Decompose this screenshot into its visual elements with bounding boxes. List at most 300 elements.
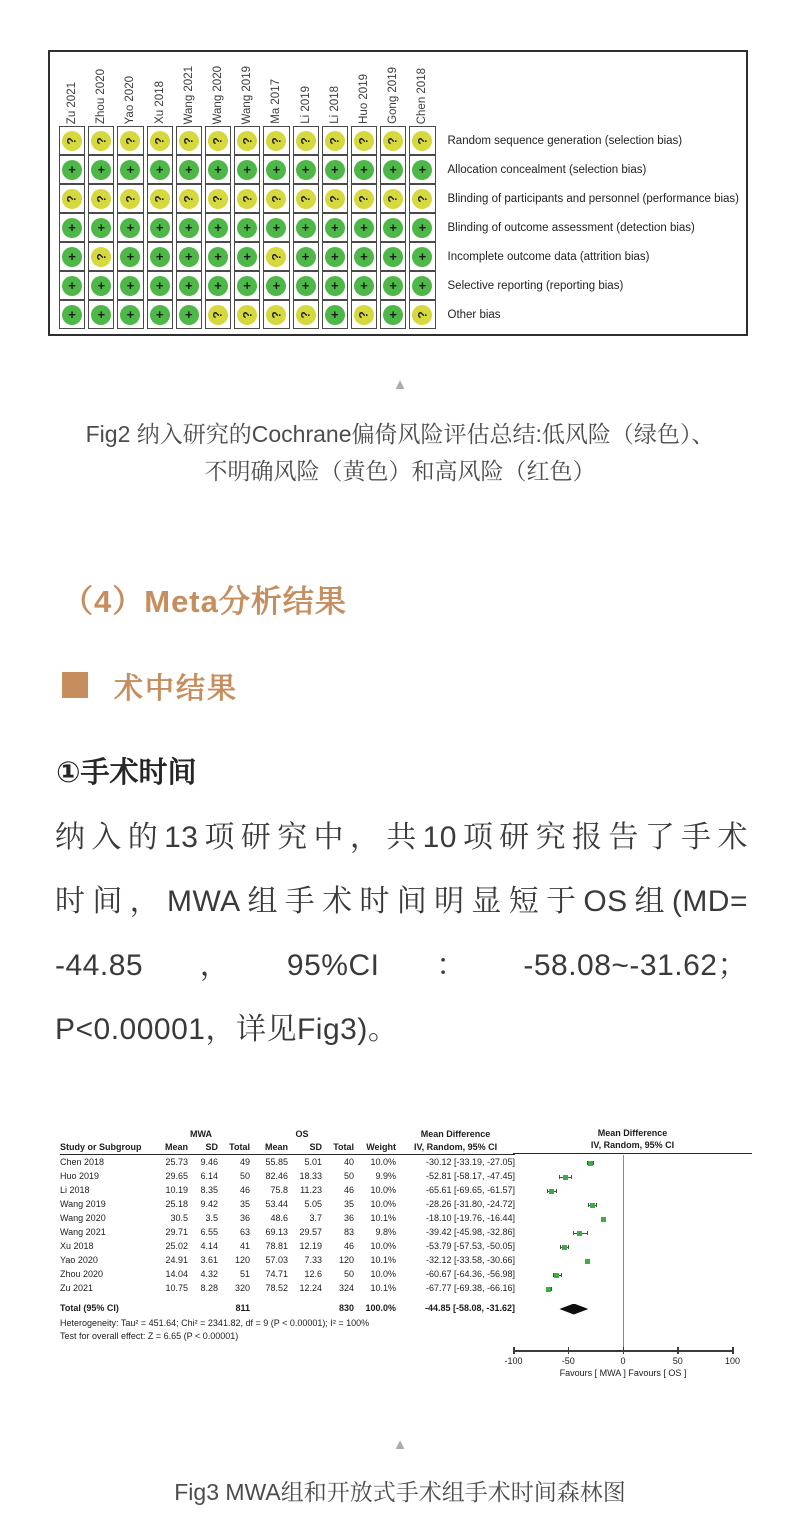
rob-row-label: Blinding of participants and personnel (performance bias)	[447, 192, 739, 205]
rob-cell	[147, 300, 173, 329]
column-header: Weight	[354, 1140, 396, 1155]
os-mean: 55.85	[265, 1157, 289, 1167]
rob-cell	[59, 300, 85, 329]
low-risk-icon: +	[208, 218, 228, 238]
column-header: Mean	[152, 1140, 188, 1155]
forest-study-row	[60, 1267, 515, 1281]
rob-cell	[234, 271, 260, 300]
effect-square-marker	[601, 1217, 606, 1222]
rob-cell	[380, 155, 406, 184]
unclear-risk-icon	[412, 305, 432, 325]
forest-study-row	[60, 1239, 515, 1253]
rob-cell	[117, 126, 143, 155]
rob-study-header	[117, 54, 143, 126]
column-header: SD	[188, 1140, 218, 1155]
rob-study-header	[322, 54, 348, 126]
rob-study-label: Gong 2019	[387, 67, 400, 124]
mwa-total: 50	[240, 1171, 251, 1181]
mwa-sd: 6.14	[200, 1171, 218, 1181]
effect-square-marker	[546, 1287, 551, 1292]
x-axis-tick	[732, 1347, 734, 1354]
unclear-risk-icon	[354, 305, 374, 325]
rob-study-label: Wang 2019	[241, 65, 254, 124]
forest-study-row	[60, 1225, 515, 1239]
low-risk-icon: +	[266, 218, 286, 238]
unclear-symbol: ?	[298, 310, 313, 319]
low-risk-icon: +	[179, 218, 199, 238]
effect-square-marker	[590, 1203, 595, 1208]
rob-cell	[234, 213, 260, 242]
os-mean: 74.71	[265, 1269, 289, 1279]
rob-study-label: Wang 2020	[212, 65, 225, 124]
rob-cell	[409, 155, 435, 184]
unclear-risk-icon	[296, 305, 316, 325]
os-mean: 78.52	[265, 1283, 289, 1293]
study-name: Chen 2018	[60, 1157, 105, 1167]
rob-cell	[293, 242, 319, 271]
ci-whisker-cap	[573, 1231, 574, 1235]
low-risk-icon: +	[296, 218, 316, 238]
x-axis-tick	[568, 1347, 570, 1354]
unclear-risk-icon	[296, 131, 316, 151]
rob-cell	[409, 300, 435, 329]
weight: 9.9%	[375, 1171, 397, 1181]
low-risk-icon: +	[354, 276, 374, 296]
total-ci: -44.85 [-58.08, -31.62]	[424, 1303, 516, 1313]
rob-study-label: Chen 2018	[416, 67, 429, 124]
x-axis-tick-label: 50	[672, 1356, 683, 1366]
unclear-symbol: ?	[269, 136, 284, 145]
rob-cell	[380, 300, 406, 329]
rob-study-header	[205, 54, 231, 126]
rob-cell	[147, 184, 173, 213]
rob-cell	[205, 155, 231, 184]
low-risk-icon: +	[62, 276, 82, 296]
rob-cell	[263, 271, 289, 300]
unclear-risk-icon	[237, 189, 257, 209]
rob-cell	[59, 184, 85, 213]
rob-cell	[88, 184, 114, 213]
rob-cell	[293, 155, 319, 184]
column-header: Total	[218, 1140, 250, 1155]
item-heading-operation-time: ①手术时间	[56, 757, 197, 789]
rob-row	[59, 184, 739, 213]
rob-cell	[351, 184, 377, 213]
mwa-sd: 3.61	[200, 1255, 218, 1265]
x-axis-tick-label: -100	[504, 1356, 523, 1366]
rob-cell	[322, 213, 348, 242]
rob-cell	[88, 155, 114, 184]
low-risk-icon: +	[179, 160, 199, 180]
rob-row	[59, 242, 739, 271]
unclear-risk-icon	[325, 131, 345, 151]
rob-cell	[147, 126, 173, 155]
weight: 10.0%	[370, 1199, 397, 1209]
rob-cell	[234, 155, 260, 184]
rob-cell	[351, 155, 377, 184]
low-risk-icon: +	[208, 247, 228, 267]
rob-study-header	[263, 54, 289, 126]
os-sd: 12.6	[304, 1269, 323, 1279]
weight: 10.0%	[370, 1185, 397, 1195]
rob-cell	[380, 242, 406, 271]
rob-study-label: Wang 2021	[182, 65, 195, 124]
unclear-symbol: ?	[240, 136, 255, 145]
rob-cell	[88, 126, 114, 155]
rob-cell	[234, 126, 260, 155]
unclear-symbol: ?	[240, 194, 255, 203]
rob-row	[59, 126, 739, 155]
heterogeneity-text: Heterogeneity: Tau² = 451.64; Chi² = 2341.82, df = 9 (P < 0.00001); I² = 100%	[60, 1318, 370, 1328]
ci-text: -53.79 [-57.53, -50.05]	[425, 1241, 516, 1251]
ci-whisker-cap	[556, 1189, 557, 1193]
rob-cell	[351, 300, 377, 329]
rob-cell	[117, 271, 143, 300]
rob-cell	[293, 300, 319, 329]
low-risk-icon: +	[383, 247, 403, 267]
fig2-risk-of-bias-figure	[48, 50, 748, 336]
unclear-symbol: ?	[211, 194, 226, 203]
rob-study-label: Zu 2021	[66, 81, 79, 124]
rob-cell	[322, 242, 348, 271]
low-risk-icon: +	[266, 160, 286, 180]
study-name: Wang 2020	[60, 1213, 106, 1223]
low-risk-icon: +	[179, 276, 199, 296]
low-risk-icon: +	[91, 276, 111, 296]
rob-cell	[176, 213, 202, 242]
low-risk-icon: +	[296, 247, 316, 267]
study-name: Wang 2021	[60, 1227, 106, 1237]
low-risk-icon: +	[208, 160, 228, 180]
weight: 10.1%	[370, 1213, 397, 1223]
fig2-caption-line2: 不明确风险（黄色）和高风险（红色）	[204, 458, 596, 484]
os-total: 50	[344, 1171, 355, 1181]
fig3-forest-plot	[60, 1128, 752, 1396]
low-risk-icon: +	[150, 160, 170, 180]
rob-cell	[234, 242, 260, 271]
low-risk-icon: +	[325, 247, 345, 267]
unclear-risk-icon	[237, 131, 257, 151]
low-risk-icon: +	[91, 305, 111, 325]
group-header-mwa: MWA	[190, 1129, 212, 1139]
low-risk-icon: +	[120, 160, 140, 180]
os-mean: 69.13	[265, 1227, 289, 1237]
rob-cell	[147, 271, 173, 300]
rob-cell	[176, 300, 202, 329]
unclear-risk-icon	[354, 189, 374, 209]
mwa-total: 320	[234, 1283, 251, 1293]
rob-cell	[322, 126, 348, 155]
rob-cell	[59, 155, 85, 184]
ci-text: -65.61 [-69.65, -61.57]	[425, 1185, 516, 1195]
rob-label-spacer	[439, 54, 740, 126]
collapse-triangle-icon: ▲	[392, 1436, 408, 1453]
mwa-sd: 6.55	[200, 1227, 218, 1237]
os-total: 324	[339, 1283, 355, 1293]
rob-cell	[176, 184, 202, 213]
rob-cell	[176, 242, 202, 271]
os-mean: 82.46	[265, 1171, 289, 1181]
rob-cell	[380, 126, 406, 155]
forest-total-row	[60, 1301, 515, 1315]
rob-cell	[88, 300, 114, 329]
rob-cell	[59, 213, 85, 242]
column-header: Total	[322, 1140, 354, 1155]
os-mean: 57.03	[265, 1255, 289, 1265]
unclear-risk-icon	[383, 189, 403, 209]
mwa-sd: 9.46	[200, 1157, 218, 1167]
rob-cell	[351, 242, 377, 271]
rob-cell	[263, 155, 289, 184]
rob-cell	[234, 184, 260, 213]
unclear-symbol: ?	[181, 136, 196, 145]
low-risk-icon: +	[150, 305, 170, 325]
unclear-symbol: ?	[356, 136, 371, 145]
low-risk-icon: +	[325, 218, 345, 238]
group-header-os: OS	[295, 1129, 309, 1139]
ci-whisker-cap	[596, 1203, 597, 1207]
fig3-caption: Fig3 MWA组和开放式手术组手术时间森林图	[174, 1479, 626, 1505]
os-sd: 18.33	[299, 1171, 323, 1181]
rob-study-header	[293, 54, 319, 126]
rob-row-label: Allocation concealment (selection bias)	[447, 163, 647, 176]
rob-study-label: Li 2018	[328, 86, 341, 124]
low-risk-icon: +	[150, 247, 170, 267]
unclear-risk-icon	[383, 131, 403, 151]
low-risk-icon: +	[412, 218, 432, 238]
unclear-symbol: ?	[356, 310, 371, 319]
low-risk-icon: +	[325, 305, 345, 325]
unclear-symbol: ?	[386, 136, 401, 145]
effect-square-marker	[563, 1175, 568, 1180]
unclear-risk-icon	[266, 305, 286, 325]
plot-header-line2: IV, Random, 95% CI	[590, 1140, 675, 1150]
os-mean: 48.6	[270, 1213, 289, 1223]
unclear-risk-icon	[412, 131, 432, 151]
study-name: Zhou 2020	[60, 1269, 104, 1279]
rob-cell	[117, 184, 143, 213]
effect-square-marker	[562, 1245, 567, 1250]
unclear-risk-icon	[179, 131, 199, 151]
low-risk-icon: +	[150, 218, 170, 238]
unclear-symbol: ?	[269, 310, 284, 319]
low-risk-icon: +	[383, 305, 403, 325]
forest-study-row	[60, 1197, 515, 1211]
rob-row-label: Other bias	[447, 308, 501, 321]
unclear-risk-icon	[208, 189, 228, 209]
unclear-risk-icon	[237, 305, 257, 325]
unclear-risk-icon	[266, 189, 286, 209]
os-sd: 3.7	[309, 1213, 323, 1223]
low-risk-icon: +	[266, 276, 286, 296]
low-risk-icon: +	[412, 247, 432, 267]
mwa-mean: 29.65	[165, 1171, 188, 1181]
rob-study-label: Yao 2020	[124, 75, 137, 124]
mwa-mean: 30.5	[170, 1213, 188, 1223]
rob-cell	[88, 271, 114, 300]
weight: 10.0%	[370, 1241, 397, 1251]
rob-study-header	[59, 54, 85, 126]
low-risk-icon: +	[208, 276, 228, 296]
low-risk-icon: +	[296, 276, 316, 296]
mwa-total: 120	[234, 1255, 251, 1265]
rob-cell	[293, 213, 319, 242]
low-risk-icon: +	[354, 247, 374, 267]
rob-cell	[322, 155, 348, 184]
rob-row	[59, 213, 739, 242]
rob-study-label: Huo 2019	[357, 74, 370, 124]
os-sd: 11.23	[300, 1185, 323, 1195]
low-risk-icon: +	[296, 160, 316, 180]
rob-study-header	[88, 54, 114, 126]
x-axis-tick-label: 100	[724, 1356, 741, 1366]
rob-row-label: Blinding of outcome assessment (detection bias)	[447, 221, 695, 234]
ci-text: -28.26 [-31.80, -24.72]	[425, 1199, 516, 1209]
os-total: 46	[344, 1185, 355, 1195]
unclear-symbol: ?	[65, 136, 80, 145]
x-axis-tick-label: -50	[561, 1356, 575, 1366]
low-risk-icon: +	[383, 218, 403, 238]
rob-cell	[147, 155, 173, 184]
rob-row	[59, 271, 739, 300]
low-risk-icon: +	[120, 276, 140, 296]
rob-cell	[88, 242, 114, 271]
study-name: Zu 2021	[60, 1283, 94, 1293]
total-weight: 100.0%	[365, 1303, 397, 1313]
column-header: Study or Subgroup	[60, 1140, 152, 1155]
rob-cell	[351, 271, 377, 300]
ci-whisker-cap	[571, 1175, 572, 1179]
mwa-sd: 8.35	[200, 1185, 218, 1195]
mwa-mean: 24.91	[165, 1255, 188, 1265]
rob-cell	[322, 300, 348, 329]
low-risk-icon: +	[237, 160, 257, 180]
ci-whisker-cap	[559, 1175, 560, 1179]
square-bullet-icon	[62, 672, 88, 698]
weight: 9.8%	[375, 1227, 397, 1237]
rob-cell	[88, 213, 114, 242]
ci-whisker-cap	[561, 1273, 562, 1277]
rob-study-header	[380, 54, 406, 126]
unclear-symbol: ?	[94, 252, 109, 261]
rob-cell	[117, 155, 143, 184]
os-sd: 12.24	[299, 1283, 323, 1293]
ci-text: -52.81 [-58.17, -47.45]	[425, 1171, 516, 1181]
low-risk-icon: +	[62, 218, 82, 238]
rob-cell	[409, 126, 435, 155]
rob-cell	[322, 271, 348, 300]
rob-cell	[263, 184, 289, 213]
os-total: 46	[344, 1241, 355, 1251]
mwa-sd: 4.14	[200, 1241, 218, 1251]
unclear-risk-icon	[120, 131, 140, 151]
mwa-total: 36	[240, 1213, 251, 1223]
os-sd: 5.01	[304, 1157, 323, 1167]
os-total: 35	[344, 1199, 355, 1209]
effect-square-marker	[577, 1231, 582, 1236]
low-risk-icon: +	[91, 160, 111, 180]
zero-reference-line	[623, 1155, 624, 1350]
rob-cell	[205, 300, 231, 329]
rob-cell	[380, 213, 406, 242]
mwa-mean: 29.71	[165, 1227, 188, 1237]
rob-cell	[409, 271, 435, 300]
rob-cell	[409, 184, 435, 213]
rob-cell	[351, 213, 377, 242]
study-name: Li 2018	[60, 1185, 90, 1195]
unclear-risk-icon	[150, 131, 170, 151]
mwa-total: 51	[240, 1269, 251, 1279]
mwa-mean: 10.19	[165, 1185, 188, 1195]
body-paragraph	[55, 806, 748, 1062]
body-line: P<0.00001，详见Fig3)。	[55, 1013, 399, 1046]
rob-cell	[263, 300, 289, 329]
rob-cell	[409, 242, 435, 271]
unclear-risk-icon	[62, 131, 82, 151]
unclear-symbol: ?	[356, 194, 371, 203]
unclear-symbol: ?	[327, 194, 342, 203]
unclear-risk-icon	[91, 247, 111, 267]
rob-cell	[205, 271, 231, 300]
rob-cell	[205, 126, 231, 155]
weight: 10.1%	[370, 1255, 397, 1265]
unclear-symbol: ?	[181, 194, 196, 203]
mwa-total: 49	[240, 1157, 251, 1167]
unclear-risk-icon	[91, 131, 111, 151]
x-axis-tick-label: 0	[620, 1356, 626, 1366]
rob-cell	[205, 213, 231, 242]
rob-cell	[293, 271, 319, 300]
low-risk-icon: +	[237, 247, 257, 267]
rob-cell	[176, 155, 202, 184]
unclear-risk-icon	[325, 189, 345, 209]
mwa-total: 35	[240, 1199, 251, 1209]
unclear-symbol: ?	[298, 136, 313, 145]
total-os: 830	[339, 1303, 355, 1313]
low-risk-icon: +	[354, 160, 374, 180]
rob-grid	[56, 54, 742, 329]
low-risk-icon: +	[354, 218, 374, 238]
low-risk-icon: +	[120, 218, 140, 238]
rob-study-label: Li 2019	[299, 86, 312, 124]
forest-plot-area	[504, 1128, 752, 1396]
rob-cell	[380, 271, 406, 300]
ci-text: -32.12 [-33.58, -30.66]	[425, 1255, 516, 1265]
rob-cell	[234, 300, 260, 329]
unclear-symbol: ?	[152, 194, 167, 203]
rob-cell	[117, 213, 143, 242]
rob-cell	[263, 126, 289, 155]
rob-cell	[59, 242, 85, 271]
forest-study-row	[60, 1155, 515, 1170]
forest-group-header-row	[60, 1128, 515, 1140]
unclear-risk-icon	[208, 305, 228, 325]
low-risk-icon: +	[179, 305, 199, 325]
unclear-symbol: ?	[386, 194, 401, 203]
x-axis-tick	[623, 1347, 625, 1354]
ci-text: -67.77 [-69.38, -66.16]	[425, 1283, 516, 1293]
unclear-symbol: ?	[415, 136, 430, 145]
x-axis-tick	[513, 1347, 515, 1354]
forest-study-row	[60, 1169, 515, 1183]
unclear-symbol: ?	[152, 136, 167, 145]
rob-cell	[351, 126, 377, 155]
unclear-symbol: ?	[269, 252, 284, 261]
mwa-total: 63	[240, 1227, 251, 1237]
total-label: Total (95% CI)	[60, 1303, 119, 1313]
low-risk-icon: +	[62, 247, 82, 267]
unclear-risk-icon	[354, 131, 374, 151]
